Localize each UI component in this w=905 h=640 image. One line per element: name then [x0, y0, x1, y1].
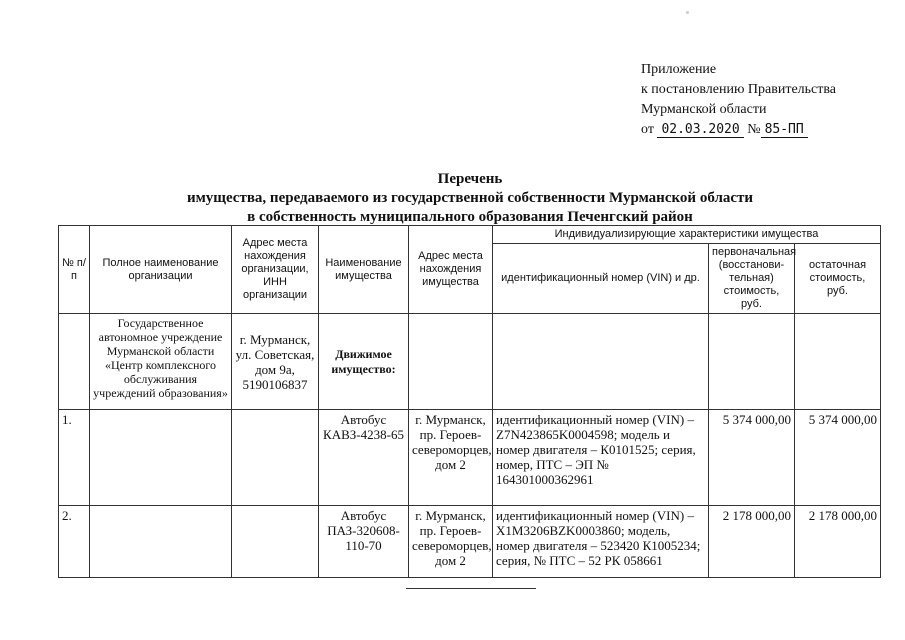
header-org-address: Адрес места нахождения организации, ИНН организации [232, 226, 319, 314]
annex-block [641, 60, 836, 140]
row-num: 2. [59, 506, 90, 578]
initial-cost: 5 374 000,00 [709, 410, 795, 506]
header-org-name: Полное наименование организации [90, 226, 232, 314]
annex-line2: к постановлению Правительства [641, 82, 837, 97]
property-name: Автобус КАВЗ-4238-65 [319, 410, 409, 506]
property-name: Автобус ПАЗ-320608-110-70 [319, 506, 409, 578]
header-row-1 [59, 226, 881, 244]
property-category: Движимое имущество: [319, 314, 409, 410]
annex-date-line [641, 120, 836, 140]
org-address: г. Мурманск, ул. Советская, дом 9а, 5190106837 [232, 314, 319, 410]
table-row [59, 410, 881, 506]
header-num: № п/п [59, 226, 90, 314]
org-row [59, 314, 881, 410]
resolution-date: 02.03.2020 [657, 122, 743, 138]
property-table [58, 225, 881, 578]
title-line3: в собственность муниципального образования Печенгский район [247, 209, 693, 225]
vin-details: идентификационный номер (VIN) – Z7N423865K0004598; модель и номер двигателя – К0101525; серия, номер, ПТС – ЭП № 164301000362961 [493, 410, 709, 506]
row-num: 1. [59, 410, 90, 506]
title-line2: имущества, передаваемого из государственной собственности Мурманской области [186, 190, 754, 206]
annex-line3: Мурманской области [641, 102, 767, 117]
header-vin: идентификационный номер (VIN) и др. [493, 244, 709, 314]
table-row [59, 506, 881, 578]
residual-cost: 2 178 000,00 [795, 506, 881, 578]
org-name: Государственное автономное учреждение Мурманской области «Центр комплексного обслуживания учреждений образования» [90, 314, 232, 410]
scan-speck [686, 11, 689, 14]
header-property-name: Наименование имущества [319, 226, 409, 314]
property-address: г. Мурманск, пр. Героев-североморцев, дом 2 [409, 506, 493, 578]
from-label: от [641, 122, 654, 137]
residual-cost: 5 374 000,00 [795, 410, 881, 506]
annex-line1: Приложение [641, 62, 717, 77]
number-label: № [747, 122, 761, 137]
closing-rule [406, 588, 536, 589]
header-property-address: Адрес места нахождения имущества [409, 226, 493, 314]
header-residual-cost: остаточная стоимость, руб. [795, 244, 881, 314]
vin-details: идентификационный номер (VIN) – X1M3206BZK0003860; модель, номер двигателя – 523420 К1005234; серия, № ПТС – 52 РК 058661 [493, 506, 709, 578]
resolution-number: 85-ПП [761, 122, 808, 138]
header-initial-cost: первоначальная (восстанови-тельная) стоимость, руб. [709, 244, 795, 314]
property-address: г. Мурманск, пр. Героев-североморцев, дом 2 [409, 410, 493, 506]
title-line1: Перечень [437, 171, 503, 187]
header-characteristics: Индивидуализирующие характеристики имущества [493, 226, 881, 244]
document-title [150, 170, 790, 227]
initial-cost: 2 178 000,00 [709, 506, 795, 578]
